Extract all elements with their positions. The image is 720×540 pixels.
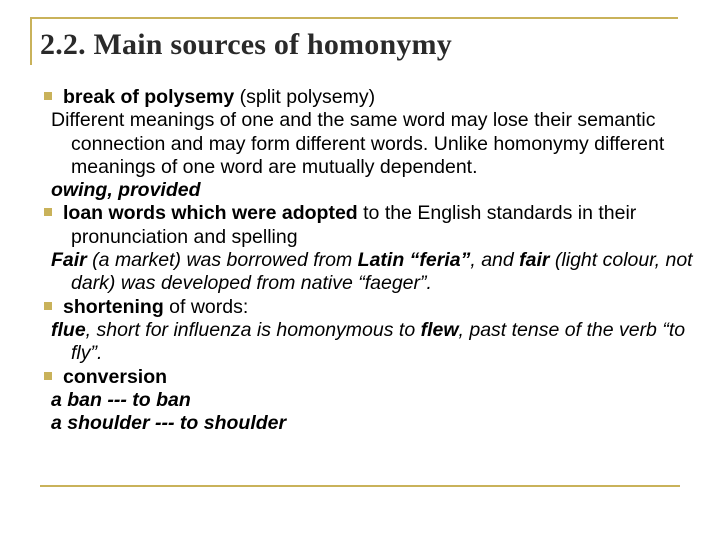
flue-text-1: , short for influenza is homonymous to xyxy=(85,318,421,341)
bullet-square-icon xyxy=(44,302,52,310)
frame-top-line xyxy=(30,17,678,19)
flue-text-2: , past tense of the verb “to fly”. xyxy=(71,318,686,365)
fair-text-1: (a market) was borrowed from xyxy=(86,249,358,272)
bullet-loan-words xyxy=(44,202,704,249)
slide-body xyxy=(44,86,704,435)
word-latin-feria: Latin “feria” xyxy=(357,249,471,272)
bullet-square-icon xyxy=(44,92,52,100)
conversion-example-ban: a ban --- to ban xyxy=(51,388,191,411)
word-flew: flew xyxy=(420,318,459,341)
term-conversion: conversion xyxy=(63,365,168,388)
polysemy-explanation: Different meanings of one and the same word may lose their semantic connection and may form different words. Unlike homonymy different meanings of one word are mutually dependent. xyxy=(51,109,665,178)
frame-bottom-line xyxy=(40,485,680,487)
term-shortening: shortening xyxy=(63,295,164,318)
conversion-example-shoulder: a shoulder --- to shoulder xyxy=(51,412,287,435)
bullet-square-icon xyxy=(44,208,52,216)
note-split-polysemy: (split polysemy) xyxy=(234,86,376,108)
bullet-conversion xyxy=(44,366,704,389)
flue-example xyxy=(44,319,704,366)
bullet-shortening xyxy=(44,296,704,319)
shortening-text: of words: xyxy=(163,295,249,318)
polysemy-examples: owing, provided xyxy=(51,179,201,202)
bullet-square-icon xyxy=(44,372,52,380)
slide-title: 2.2. Main sources of homonymy xyxy=(40,28,452,61)
fair-example xyxy=(44,249,704,296)
word-fair-2: fair xyxy=(519,249,550,272)
loan-words-text: to the English standards in their pronunciation and spelling xyxy=(71,202,637,248)
bullet-break-of-polysemy xyxy=(44,86,704,109)
term-break-of-polysemy: break of polysemy xyxy=(63,86,235,108)
word-flue: flue xyxy=(51,318,86,341)
term-loan-words: loan words which were adopted xyxy=(63,202,358,225)
fair-text-3: (light colour, not dark) was developed from native “faeger”. xyxy=(71,249,693,295)
frame-left-line xyxy=(30,17,32,65)
word-fair-1: Fair xyxy=(51,249,87,272)
fair-text-2: , and xyxy=(470,249,520,272)
